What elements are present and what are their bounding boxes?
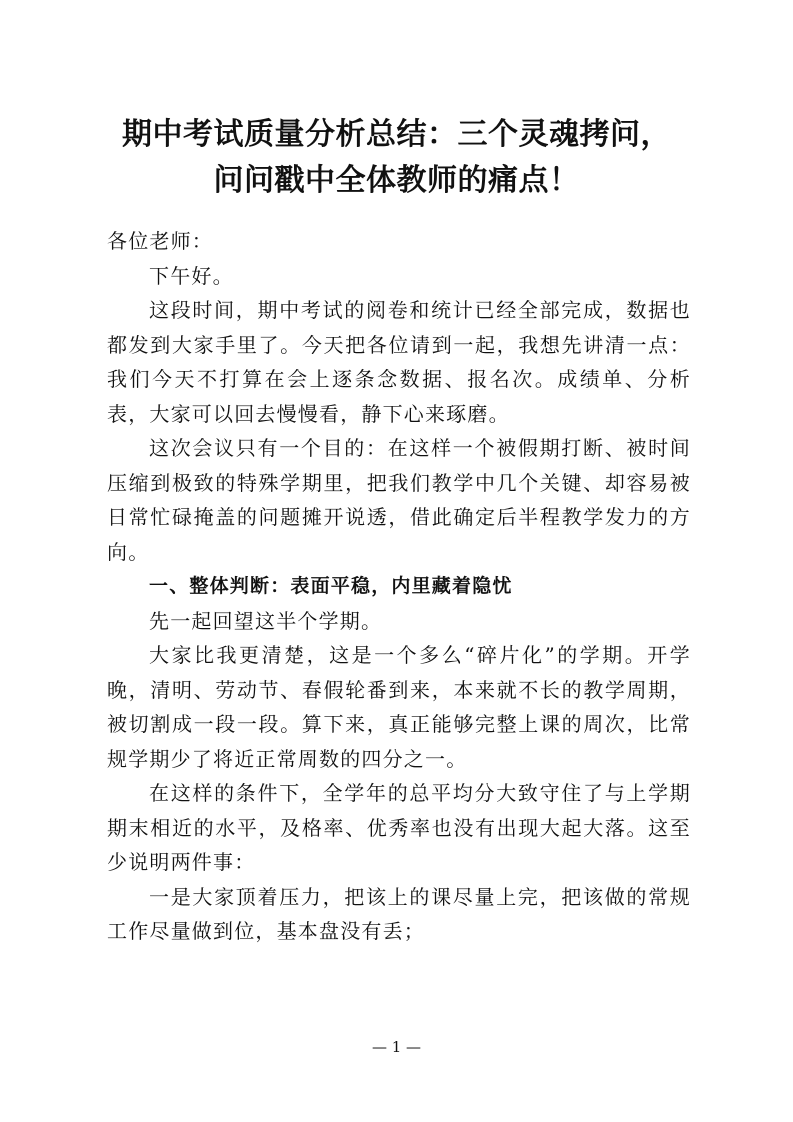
document-title xyxy=(60,112,733,204)
title-line-1: 期中考试质量分析总结：三个灵魂拷问， xyxy=(122,117,671,152)
paragraph: 大家比我更清楚，这是一个多么“碎片化”的学期。开学晚，清明、劳动节、春假轮番到来，本来就不长的教学周期，被切割成一段一段。算下来，真正能够完整上课的周次，比常规学期少了将近正常周数的四分之一。 xyxy=(107,643,691,771)
section-heading: 一、整体判断：表面平稳，内里藏着隐忧 xyxy=(149,575,513,597)
paragraph: 这次会议只有一个目的：在这样一个被假期打断、被时间压缩到极致的特殊学期里，把我们教学中几个关键、却容易被日常忙碌掩盖的问题摊开说透，借此确定后半程教学发力的方向。 xyxy=(107,436,691,564)
paragraph: 下午好。 xyxy=(149,263,234,288)
paragraph: 先一起回望这半个学期。 xyxy=(149,608,383,633)
paragraph: 这段时间，期中考试的阅卷和统计已经全部完成，数据也都发到大家手里了。今天把各位请到一起，我想先讲清一点：我们今天不打算在会上逐条念数据、报名次。成绩单、分析表，大家可以回去慢慢看，静下心来琢磨。 xyxy=(107,298,691,426)
page-number: — 1 — xyxy=(371,1038,422,1056)
salutation: 各位老师： xyxy=(107,229,213,253)
paragraph: 一是大家顶着压力，把该上的课尽量上完，把该做的常规工作尽量做到位，基本盘没有丢； xyxy=(107,884,691,943)
document-body xyxy=(107,224,691,949)
title-line-2: 问问戳中全体教师的痛点！ xyxy=(213,163,580,198)
paragraph: 在这样的条件下，全学年的总平均分大致守住了与上学期期末相近的水平，及格率、优秀率也没有出现大起大落。这至少说明两件事： xyxy=(107,781,691,874)
